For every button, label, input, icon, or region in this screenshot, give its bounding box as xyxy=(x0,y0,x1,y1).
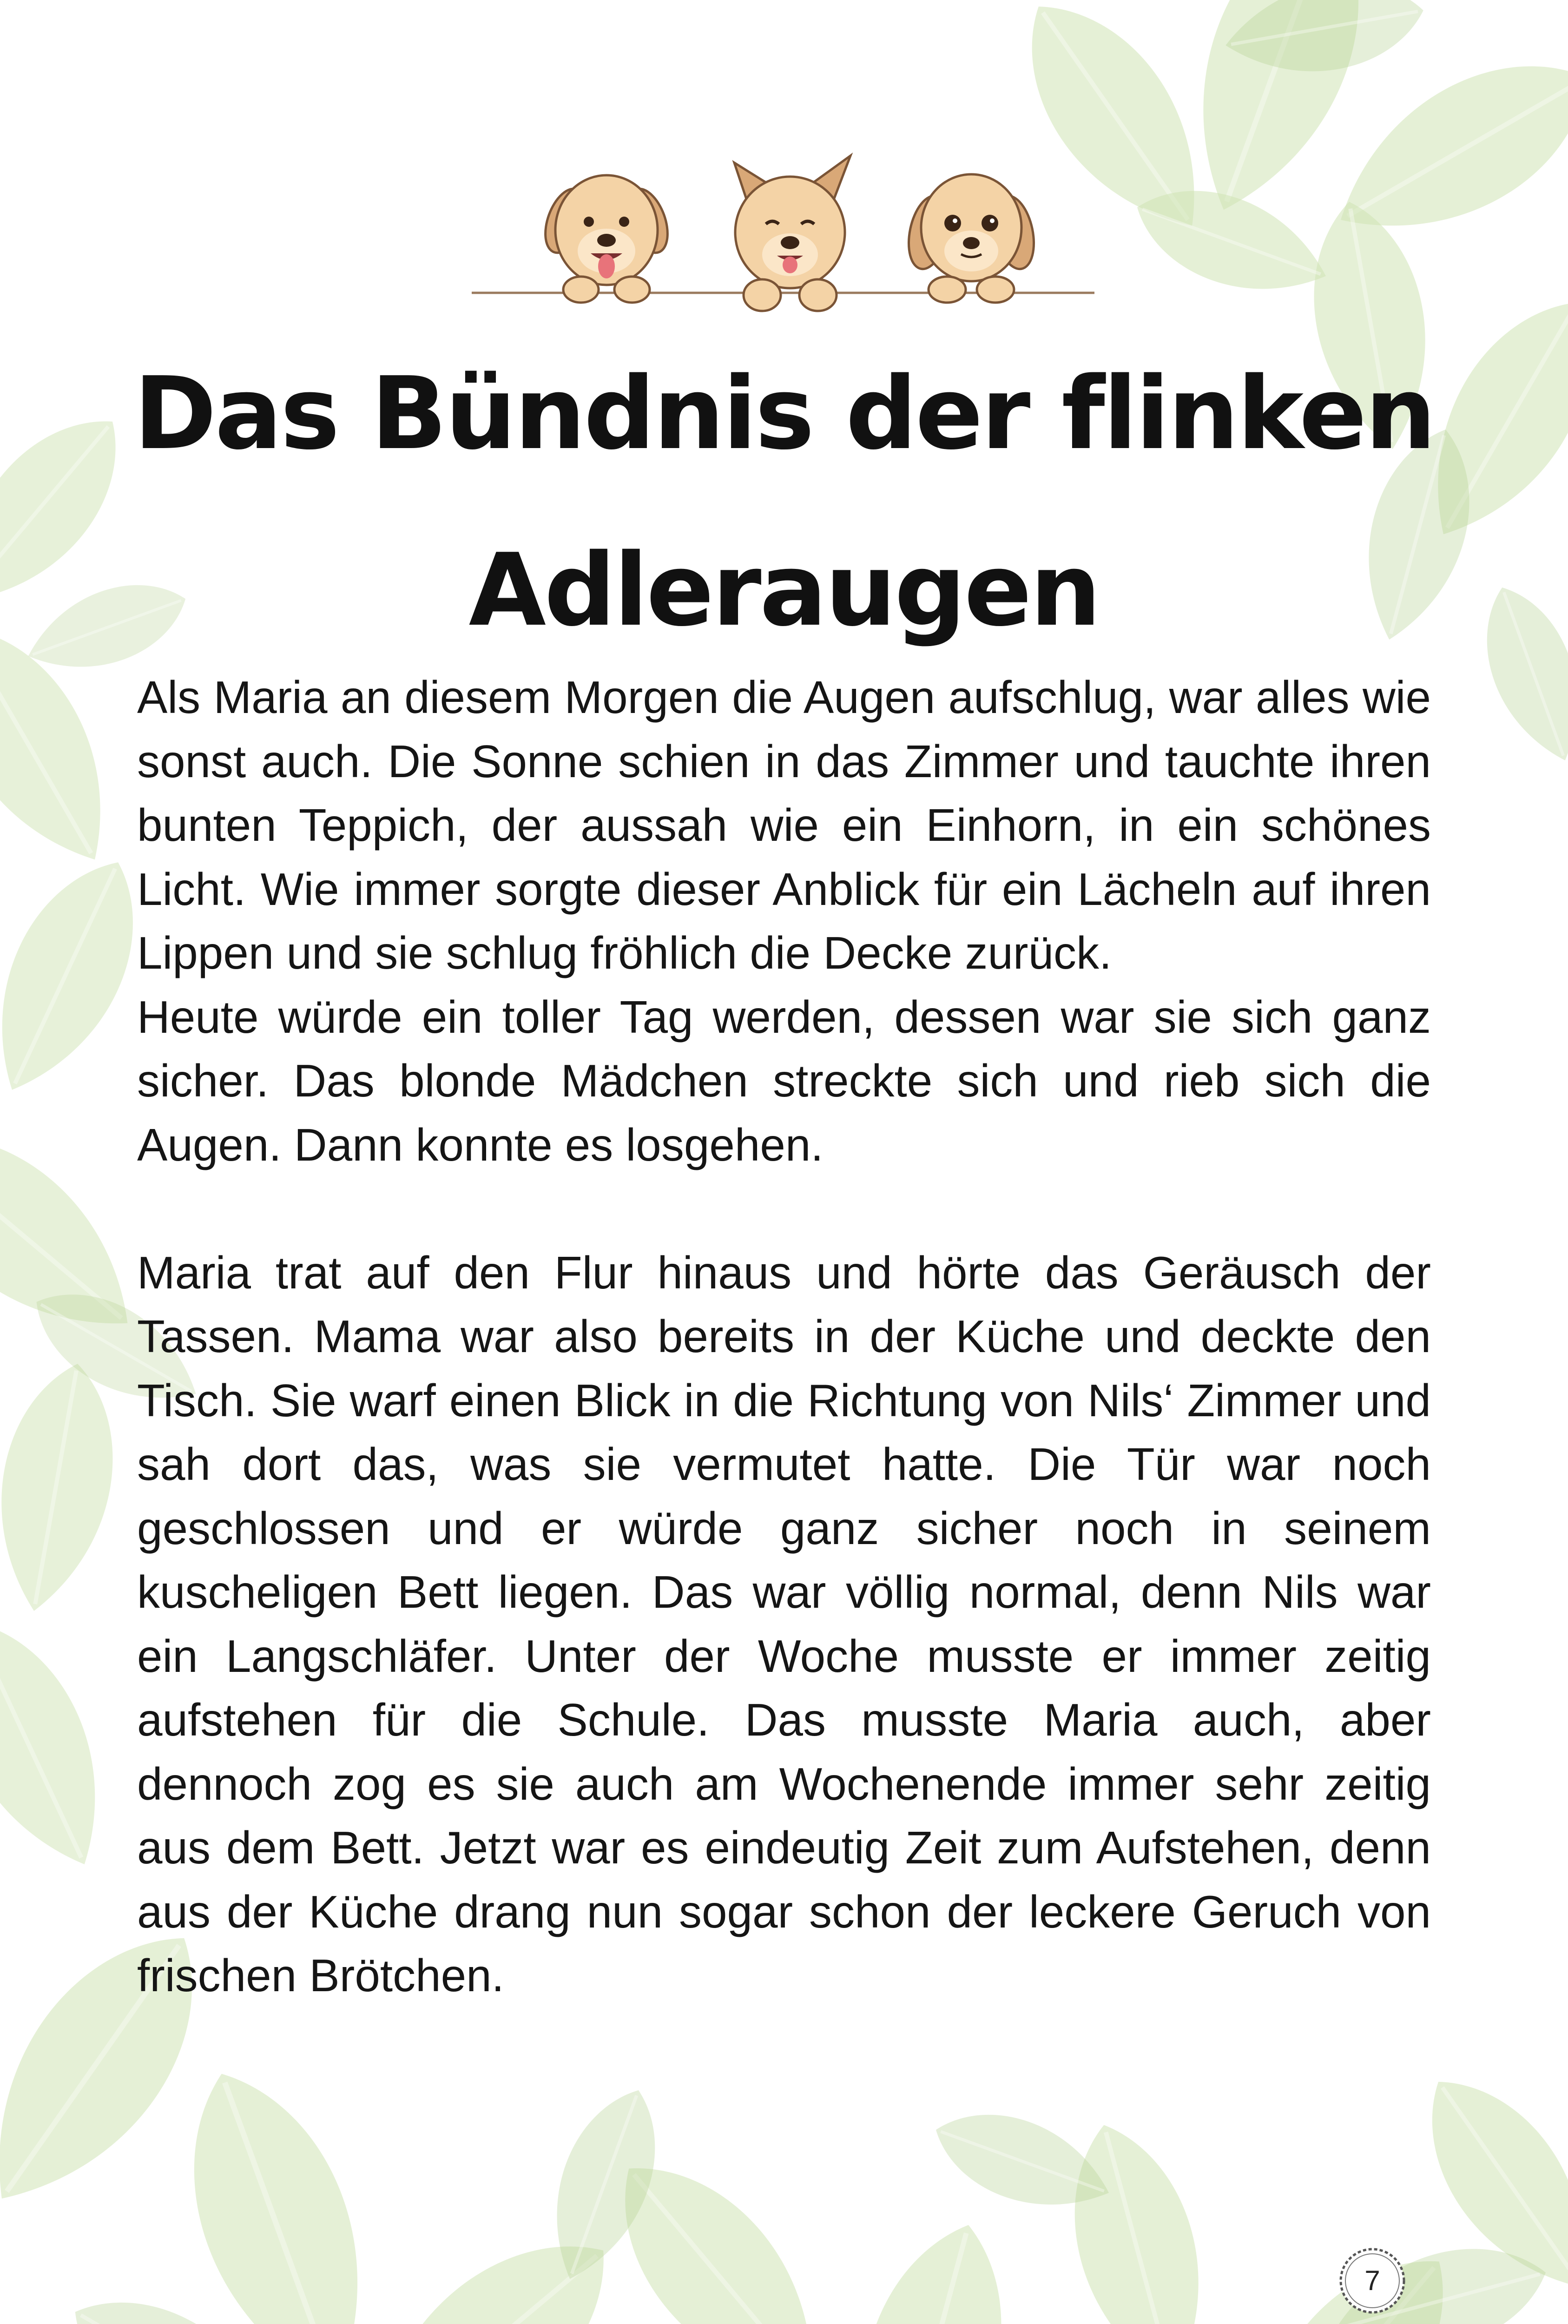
puppy-smiling-icon xyxy=(538,175,676,303)
paragraph: Als Maria an diesem Morgen die Augen aufschlug, war alles wie sonst auch. Die Sonne schien in das Zimmer und tauchte ihren bunten Teppich, der aussah wie ein Einhorn, in ein schönes Licht. Wie immer sorgte dieser Anblick für ein Lächeln auf ihren Lippen und sie schlug fröhlich die Decke zurück. xyxy=(137,672,1431,978)
page-number: 7 xyxy=(1364,2265,1380,2296)
puppy-tongue-out-icon xyxy=(734,156,850,311)
paragraph: Maria trat auf den Flur hinaus und hörte das Geräusch der Tassen. Mama war also bereits in der Küche und deckte den Tisch. Sie warf einen Blick in die Richtung von Nils‘ Zimmer und sah dort das, was sie vermutet hatte. Die Tür war noch geschlossen und er würde ganz sicher noch in seinem kuscheligen Bett liegen. Das war völlig normal, denn Nils war ein Langschläfer. Unter der Woche musste er immer zeitig aufstehen für die Schule. Das musste Maria auch, aber dennoch zog es sie auch am Wochenende immer sehr zeitig aus dem Bett. Jetzt war es eindeutig Zeit zum Aufstehen, denn aus der Küche drang nun sogar schon der leckere Geruch von frischen Brötchen. xyxy=(137,1247,1431,2001)
paragraph-spacer xyxy=(137,1177,1431,1241)
paragraph: Heute würde ein toller Tag werden, dessen war sie sich ganz sicher. Das blonde Mädchen streckte sich und rieb sich die Augen. Dann konnte es losgehen. xyxy=(137,991,1431,1170)
chapter-title-line-1: Das Bündnis der flinken xyxy=(133,355,1435,472)
header-illustration xyxy=(469,149,1097,335)
story-text xyxy=(137,666,1431,2008)
chapter-title-line-2: Adleraugen xyxy=(468,532,1100,648)
chapter-title xyxy=(121,325,1447,679)
puppy-calm-icon xyxy=(903,174,1040,303)
page-number-badge xyxy=(1337,2246,1407,2316)
